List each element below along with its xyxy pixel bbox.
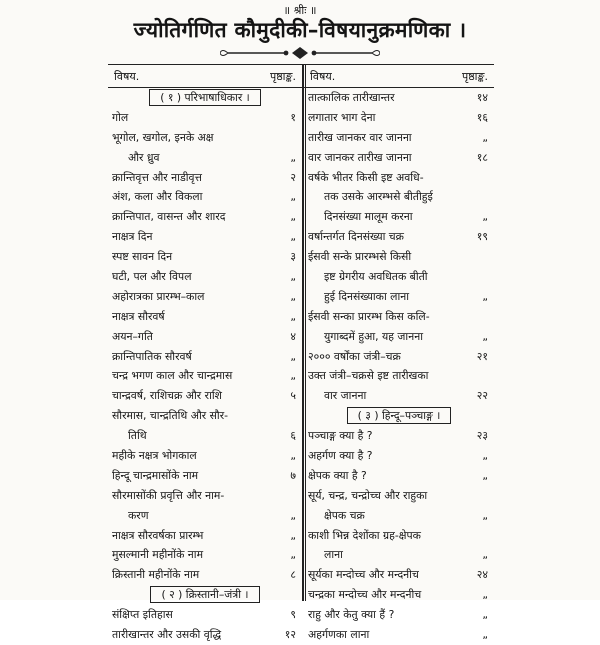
index-entry <box>108 327 302 347</box>
entry-page-number: „ <box>482 608 488 622</box>
entry-page-number: २ <box>290 170 296 184</box>
entry-page-number: „ <box>290 289 296 303</box>
index-entry <box>108 486 302 506</box>
index-entry <box>304 486 494 506</box>
entry-topic: काशी भिन्न देशोंका ग्रह-क्षेपक <box>308 528 421 542</box>
entry-page-number: „ <box>290 270 296 284</box>
index-entry <box>108 247 302 267</box>
entry-topic: हुई दिनसंख्याका लाना <box>324 289 410 303</box>
entry-topic: लाना <box>324 548 343 562</box>
entry-topic: वार जानना <box>324 389 367 403</box>
entry-topic: चन्द्रका मन्दोच्च और मन्दनीच <box>308 588 422 602</box>
entry-topic: ईसवी सन्के प्रारम्भसे किसी <box>308 250 412 264</box>
entry-topic: संक्षिप्त इतिहास <box>112 608 173 622</box>
left-entries <box>108 88 302 645</box>
entry-topic: क्षेपक चक्र <box>324 508 365 522</box>
entry-topic: सूर्य, चन्द्र, चन्द्रोच्च और राहुका <box>308 488 428 502</box>
entry-page-number: २४ <box>476 568 488 582</box>
index-entry <box>304 227 494 247</box>
index-entry <box>108 565 302 585</box>
entry-page-number: ९ <box>290 608 296 622</box>
entry-topic: ईसवी सन्का प्रारम्भ किस कलि- <box>308 309 430 323</box>
entry-page-number: „ <box>290 369 296 383</box>
entry-page-number: „ <box>482 130 488 144</box>
entry-page-number: „ <box>482 508 488 522</box>
entry-page-number: „ <box>290 449 296 463</box>
index-entry <box>108 227 302 247</box>
entry-page-number: „ <box>290 528 296 542</box>
entry-topic: क्रान्तिपातिक सौरवर्ष <box>112 349 192 363</box>
index-entry <box>304 128 494 148</box>
entry-page-number: ४ <box>290 329 296 343</box>
entry-page-number: १४ <box>476 91 488 104</box>
index-entry <box>108 287 302 307</box>
table-header <box>304 65 494 88</box>
entry-topic: भूगोल, खगोल, इनके अक्ष <box>112 130 214 144</box>
index-entry <box>304 466 494 486</box>
index-entry <box>304 108 494 128</box>
entry-topic: लगातार भाग देना <box>308 110 376 124</box>
entry-page-number: २३ <box>476 429 488 443</box>
entry-topic: दिनसंख्या मालूम करना <box>324 210 413 224</box>
index-entry <box>108 128 302 148</box>
section-heading <box>108 585 302 605</box>
index-entry <box>108 625 302 645</box>
entry-page-number: „ <box>290 150 296 164</box>
index-entry <box>108 545 302 565</box>
index-entry <box>304 585 494 605</box>
entry-topic: अंश, कला और विकला <box>112 190 203 204</box>
header-subject: विषय. <box>114 70 140 83</box>
contents-table <box>108 64 494 642</box>
index-entry <box>304 327 494 347</box>
table-header <box>108 65 302 88</box>
entry-topic: अहर्गणका लाना <box>308 628 370 642</box>
entry-page-number: ७ <box>290 468 296 482</box>
index-entry <box>304 625 494 645</box>
entry-topic: नाक्षत्र दिन <box>112 230 153 244</box>
index-entry <box>108 386 302 406</box>
index-entry <box>108 168 302 188</box>
index-entry <box>304 287 494 307</box>
index-entry <box>304 168 494 188</box>
index-entry <box>108 426 302 446</box>
index-entry <box>304 565 494 585</box>
entry-topic: महीके नक्षत्र भोगकाल <box>112 449 197 463</box>
entry-topic: तक उसके आरम्भसे बीतीहुई <box>324 190 433 204</box>
entry-topic: वर्षके भीतर किसी इष्ट अवधि- <box>308 170 424 184</box>
entry-topic: इष्ट ग्रेगरीय अवधितक बीती <box>324 270 428 284</box>
entry-topic: क्रिस्तानी महीनोंके नाम <box>112 568 200 582</box>
index-entry <box>108 526 302 546</box>
page-title: ज्योतिर्गणित कौमुदीकी–विषयानुक्रमणिका । <box>133 18 467 42</box>
entry-page-number: „ <box>290 548 296 562</box>
index-entry <box>304 307 494 327</box>
index-entry <box>304 605 494 625</box>
entry-page-number: १२ <box>284 628 296 642</box>
entry-topic: युगाब्दमें हुआ, यह जानना <box>324 329 424 343</box>
entry-page-number: २२ <box>476 389 488 403</box>
index-entry <box>108 446 302 466</box>
entry-page-number: ८ <box>290 568 296 582</box>
entry-topic: अहर्गण क्या है ? <box>308 449 373 463</box>
entry-page-number: „ <box>290 349 296 363</box>
entry-topic: घटी, पल और विपल <box>112 270 192 284</box>
entry-page-number: १८ <box>476 150 488 164</box>
right-entries <box>304 88 494 645</box>
entry-page-number: „ <box>482 210 488 224</box>
index-entry <box>304 446 494 466</box>
entry-topic: हिन्दू चान्द्रमासोंके नाम <box>112 468 199 482</box>
index-entry <box>304 187 494 207</box>
index-entry <box>304 426 494 446</box>
entry-page-number: „ <box>482 449 488 463</box>
entry-topic: चान्द्रवर्ष, राशिचक्र और राशि <box>112 389 223 403</box>
entry-page-number: „ <box>290 190 296 204</box>
entry-topic: अहोरात्रका प्रारम्भ–काल <box>112 289 205 303</box>
entry-topic: उक्त जंत्री–चक्रसे इष्ट तारीखका <box>308 369 429 383</box>
section-heading-label: ( २ ) क्रिस्तानी–जंत्री । <box>150 586 259 603</box>
index-entry <box>304 148 494 168</box>
entry-topic: नाक्षत्र सौरवर्ष <box>112 309 165 323</box>
left-column <box>108 65 302 642</box>
entry-topic: सौरमास, चान्द्रतिथि और सौर- <box>112 409 229 423</box>
entry-page-number: ३ <box>290 250 296 264</box>
index-entry <box>108 466 302 486</box>
entry-topic: मुसल्मानी महीनोंके नाम <box>112 548 204 562</box>
index-entry <box>304 88 494 108</box>
ornament-divider <box>220 46 380 60</box>
entry-topic: पञ्चाङ्ग क्या है ? <box>308 429 373 443</box>
entry-page-number: „ <box>290 309 296 323</box>
entry-page-number: १६ <box>476 110 488 124</box>
entry-page-number: „ <box>290 230 296 244</box>
entry-topic: सूर्यका मन्दोच्च और मन्दनीच <box>308 568 419 582</box>
entry-topic: तारीख जानकर वार जानना <box>308 130 412 144</box>
entry-topic: तारीखान्तर और उसकी वृद्धि <box>112 628 222 642</box>
index-entry <box>108 406 302 426</box>
entry-topic: सौरमासोंकी प्रवृत्ति और नाम- <box>112 488 225 502</box>
entry-page-number: २१ <box>476 349 488 363</box>
index-entry <box>304 207 494 227</box>
entry-page-number: „ <box>482 289 488 303</box>
section-heading-label: ( ३ ) हिन्दू–पञ्चाङ्ग । <box>347 407 452 424</box>
entry-topic: क्रान्तिपात, वासन्त और शारद <box>112 210 226 224</box>
index-entry <box>304 366 494 386</box>
entry-topic: अयन–गति <box>112 329 153 343</box>
header-page: पृष्ठाङ्क. <box>461 70 488 83</box>
section-heading <box>108 88 302 108</box>
entry-topic: २००० वर्षोंका जंत्री–चक्र <box>308 349 401 363</box>
entry-topic: क्रान्तिवृत्त और नाडीवृत्त <box>112 170 202 184</box>
index-entry <box>304 267 494 287</box>
entry-page-number: „ <box>482 548 488 562</box>
index-entry <box>304 526 494 546</box>
index-entry <box>304 247 494 267</box>
entry-page-number: „ <box>482 628 488 642</box>
index-entry <box>108 307 302 327</box>
entry-topic: और ध्रुव <box>128 150 160 164</box>
index-entry <box>304 386 494 406</box>
entry-page-number: १ <box>290 110 296 124</box>
index-entry <box>108 366 302 386</box>
entry-topic: तिथि <box>128 429 147 443</box>
entry-topic: तात्कालिक तारीखान्तर <box>308 91 395 104</box>
index-entry <box>108 148 302 168</box>
entry-page-number: „ <box>482 329 488 343</box>
entry-page-number: „ <box>290 210 296 224</box>
entry-topic: राहु और केतु क्या हैं ? <box>308 608 395 622</box>
entry-topic: गोल <box>112 110 129 124</box>
index-entry <box>304 506 494 526</box>
header-page: पृष्ठाङ्क. <box>269 70 296 83</box>
entry-topic: स्पष्ट सावन दिन <box>112 250 173 264</box>
index-entry <box>304 545 494 565</box>
header-subject: विषय. <box>310 70 336 83</box>
entry-topic: चन्द्र भगण काल और चान्द्रमास <box>112 369 233 383</box>
entry-topic: वार जानकर तारीख जानना <box>308 150 412 164</box>
invocation: ॥ श्रीः ॥ <box>283 4 317 17</box>
index-entry <box>108 347 302 367</box>
entry-topic: क्षेपक क्या है ? <box>308 468 367 482</box>
index-entry <box>108 605 302 625</box>
entry-page-number: ५ <box>290 389 296 403</box>
index-entry <box>108 108 302 128</box>
entry-page-number: „ <box>482 588 488 602</box>
entry-page-number: „ <box>290 508 296 522</box>
entry-topic: वर्षान्तर्गत दिनसंख्या चक्र <box>308 230 404 244</box>
index-entry <box>304 347 494 367</box>
entry-page-number: „ <box>482 468 488 482</box>
entry-page-number: १९ <box>476 230 488 244</box>
section-heading-label: ( १ ) परिभाषाधिकार । <box>149 89 261 106</box>
section-heading <box>304 406 494 426</box>
index-entry <box>108 267 302 287</box>
entry-topic: नाक्षत्र सौरवर्षका प्रारम्भ <box>112 528 204 542</box>
entry-topic: करण <box>128 508 149 522</box>
index-entry <box>108 187 302 207</box>
index-entry <box>108 207 302 227</box>
entry-page-number: ६ <box>290 429 296 443</box>
right-column <box>304 65 494 642</box>
index-entry <box>108 506 302 526</box>
